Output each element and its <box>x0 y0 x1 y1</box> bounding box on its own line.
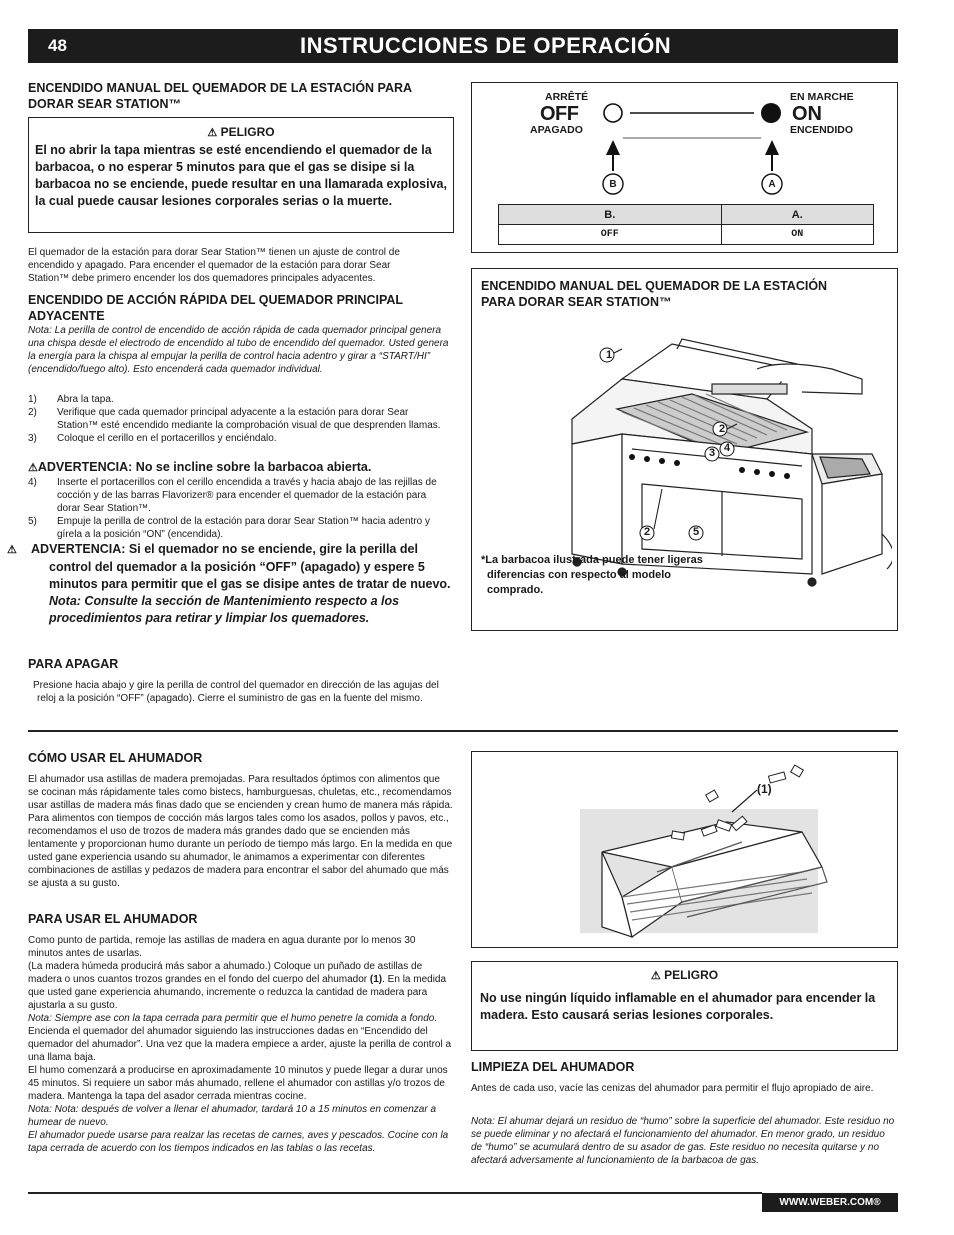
use-smoker-heading: PARA USAR EL AHUMADOR <box>28 912 198 926</box>
step-item: 1) Abra la tapa. <box>28 394 114 405</box>
table-header: B. <box>499 205 722 225</box>
callout-3: 3 <box>708 447 716 459</box>
clean-heading: LIMPIEZA DEL AHUMADOR <box>471 1060 635 1074</box>
smoker-figure-label: (1) <box>757 782 772 796</box>
steps-list-a <box>28 393 443 445</box>
smoker-intro: El ahumador usa astillas de madera premojadas. Para resultados óptimos con alimentos que se cocinan más rápidamente tales como bistecs, hamburguesas, chuletas, etc., recomendamos usar astillas de madera más finas dado que se encienden y crean humo de manera más rápida. Para alimentos con tiempos de cocción más largos tales como los asados, pollos y pavos, etc., recomendamos el uso de trozos de madera más grandes dado que se encienden más lentamente y proporcionan humo durante un período de tiempo más largo. En la medida en que usted gane experiencia usando su ahumador, le animamos a experimentar con diferentes combinaciones de astillas y pedazos de madera para encontrar el sabor del ahumado que más se ajusta a su gusto. <box>28 774 453 889</box>
grill-figure-note: *La barbacoa ilustrada puede tener ligeras diferencias con respecto al modelo comprado. <box>481 554 703 596</box>
footer-rule <box>28 1192 762 1194</box>
sear-heading: ENCENDIDO MANUAL DEL QUEMADOR DE LA ESTACIÓN PARA DORAR SEAR STATION™ <box>28 81 412 111</box>
switch-figure <box>471 82 898 253</box>
step-item: 5) Empuje la perilla de control de la estación para dorar Sear Station™ hacia adentro y gírela a la posición “ON” (encendida). <box>28 516 430 540</box>
maintenance-note: Nota: Consulte la sección de Mantenimiento respecto a los procedimientos para retirar y limpiar los quemadores. <box>49 594 400 625</box>
callout-2b: 2 <box>643 526 651 538</box>
smoker-heading: CÓMO USAR EL AHUMADOR <box>28 751 203 765</box>
use-smoker-body <box>28 934 453 1155</box>
sear-intro: El quemador de la estación para dorar Sear Station™ tienen un ajuste de control de encendido y apagado. Para encender el quemador de la estación para dorar Sear Station™ debe primero encender los dos quemadores principales adyacentes. <box>28 247 400 284</box>
page-title: INSTRUCCIONES DE OPERACIÓN <box>300 33 672 58</box>
use-note2: Nota: Nota: después de volver a llenar el ahumador, tardará 10 a 15 minutos en comenzar a humear de nuevo. <box>28 1104 437 1128</box>
use-p3: Encienda el quemador del ahumador siguiendo las instrucciones dadas en “Encendido del quemador del ahumador”. Una vez que la madera empiece a arder, ajuste la perilla de control a una llama baja. <box>28 1026 452 1063</box>
callout-5: 5 <box>692 526 700 538</box>
apagado-label: APAGADO <box>530 124 583 136</box>
use-note3: El ahumador puede usarse para realzar las recetas de carnes, aves y pescados. Cocine con la tapa cerrada de acuerdo con los tiempos indicados en las tablas o las recetas. <box>28 1130 449 1154</box>
table-cell: OFF <box>499 225 722 245</box>
off-label: OFF <box>540 103 579 125</box>
section-divider <box>28 730 898 732</box>
warning-triangle-icon: ⚠ <box>28 462 38 474</box>
footer-url: WWW.WEBER.COM® <box>762 1193 898 1212</box>
clean-note: Nota: El ahumar dejará un residuo de “humo” sobre la superficie del ahumador. Este residuo no se puede eliminar y no afectará el funcionamiento del ahumador. En menor grado, un residuo de “humo” se acumulará dentro de su asador de gas. Este residuo no necesita quitarse y no afectará adversamente al funcionamiento de la barbacoa de gas. <box>471 1116 895 1166</box>
label-a: A <box>768 179 776 190</box>
use-p4: El humo comenzará a producirse en aproximadamente 10 minutos y puede llegar a durar unos 45 minutos. Si requiere un sabor más ahumado, rellene el ahumador con astillas y/o trozos de madera. Mantenga la tapa del asador cerrada mientras cocine. <box>28 1065 448 1102</box>
switch-diagram <box>472 83 899 203</box>
danger-title: ⚠ PELIGRO <box>472 967 897 985</box>
off-text: Presione hacia abajo y gire la perilla de control del quemador en dirección de las agujas del reloj a la posición “OFF” (apagado). Cierre el suministro de gas en la fuente del mismo. <box>33 680 439 704</box>
label-b: B <box>609 179 617 190</box>
steps-list-b <box>28 476 443 541</box>
arrete-label: ARRÊTÉ <box>545 91 589 103</box>
arrow-up-icon <box>765 140 779 155</box>
smoker-illustration <box>472 752 897 947</box>
warning-triangle-icon: ⚠ <box>207 127 218 139</box>
danger-box-smoker <box>471 961 898 1051</box>
danger-text: El no abrir la tapa mientras se esté encendiendo el quemador de la barbacoa, o no esperar 5 minutos para que el gas se disipe si la barbacoa no se enciende, puede resultar en una llamarada explosiva, la cual puede causar lesiones corporales serias o la muerte. <box>35 143 447 208</box>
callout-4: 4 <box>723 442 731 454</box>
callout-2: 2 <box>718 423 726 435</box>
on-circle-icon <box>761 103 781 123</box>
use-p1: Como punto de partida, remoje las astillas de madera en agua durante por lo menos 30 minutos antes de usarlas. <box>28 935 416 959</box>
danger-text: No use ningún líquido inflamable en el ahumador para encender la madera. Esto causará serias lesiones corporales. <box>480 991 876 1022</box>
use-note1: Nota: Siempre ase con la tapa cerrada para permitir que el humo penetre la comida a fondo. <box>28 1013 438 1024</box>
use-p2: (La madera húmeda producirá más sabor a ahumado.) Coloque un puñado de astillas de madera o unos cuantos trozos grandes en el fondo del cuerpo del ahumador (1). En la medida que usted gane experiencia ahumando, incremente o reduzca la cantidad de madera para ajustarla a su gusto. <box>28 961 447 1011</box>
step-item: 3) Coloque el cerillo en el portacerillos y enciéndalo. <box>28 433 277 444</box>
quick-heading: ENCENDIDO DE ACCIÓN RÁPIDA DEL QUEMADOR PRINCIPAL ADYACENTE <box>28 293 403 323</box>
grill-figure <box>471 268 898 631</box>
callout-1: 1 <box>605 349 613 361</box>
warning-no-ignite: ⚠ ADVERTENCIA: Si el quemador no se enciende, gire la perilla del control del quemador a la posición “OFF” (apagado) y espere 5 minutos para permitir que el gas se disipe antes de tratar de nuevo. Nota: Consulte la sección de Mantenimiento respecto a los procedimientos para retirar y limpiar los quemadores. <box>28 541 456 627</box>
warning-triangle-icon: ⚠ <box>650 970 661 982</box>
warning-lean: ⚠ADVERTENCIA: No se incline sobre la barbacoa abierta. <box>28 460 372 474</box>
quick-note: Nota: La perilla de control de encendido de acción rápida de cada quemador principal genera una chispa desde el electrodo de encendido al tubo de encendido del quemador. Usted genera la energía para la chispa al empujar la perilla de control hacia adentro y girar a “START/HI” (encendido/fuego alto). Esto encenderá cada quemador individual. <box>28 325 449 375</box>
table-header: A. <box>721 205 873 225</box>
step-item: 4) Inserte el portacerillos con el cerillo encendida a través y hacia abajo de las rejillas de cocción y de las barras Flavorizer® para encender el quemador de la estación para dorar Sear Station™. <box>28 477 437 514</box>
smoker-figure <box>471 751 898 948</box>
off-heading: PARA APAGAR <box>28 657 119 671</box>
page-number: 48 <box>48 36 67 55</box>
grill-figure-heading: ENCENDIDO MANUAL DEL QUEMADOR DE LA ESTACIÓN PARA DORAR SEAR STATION™ <box>481 279 828 309</box>
danger-title: ⚠ PELIGRO <box>29 124 453 142</box>
step-item: 2) Verifique que cada quemador principal adyacente a la estación para dorar Sear Station™ esté encendido mediante la comprobación visual de que desprenden llamas. <box>28 407 441 431</box>
arrow-up-icon <box>606 140 620 155</box>
clean-text: Antes de cada uso, vacíe las cenizas del ahumador para permitir el flujo apropiado de aire. <box>471 1083 874 1094</box>
en-marche-label: EN MARCHE <box>790 91 854 103</box>
danger-box-sear <box>28 117 454 233</box>
page-header <box>28 29 898 63</box>
off-circle-icon <box>604 104 622 122</box>
switch-table <box>498 204 874 245</box>
on-label: ON <box>792 103 822 125</box>
encendido-label: ENCENDIDO <box>790 124 854 136</box>
table-cell: ON <box>721 225 873 245</box>
